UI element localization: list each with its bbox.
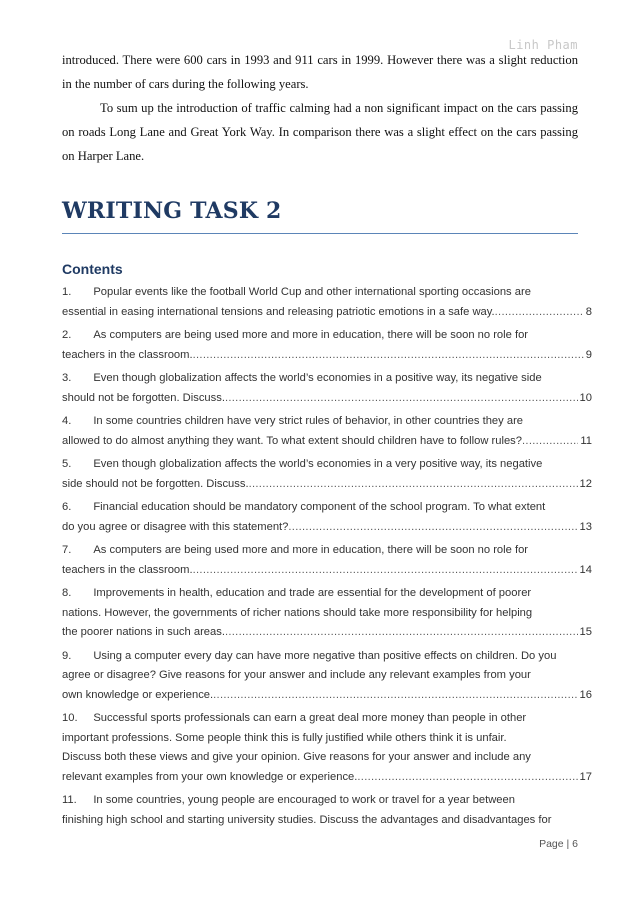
toc-entry-number: 11. xyxy=(62,794,77,806)
toc-entry-number: 5. xyxy=(62,458,72,470)
toc-entry-text: Even though globalization affects the world’s economies in a very positive way, its negative xyxy=(84,458,543,470)
toc-dot-leader xyxy=(213,686,577,706)
toc-dot-leader xyxy=(193,346,584,366)
toc-entry-text: As computers are being used more and more in education, there will be soon no role for xyxy=(84,544,529,556)
toc-entry[interactable] xyxy=(62,709,592,787)
toc-entry-text: nations. However, the governments of richer nations should take more responsibility for helping xyxy=(62,606,533,619)
toc-dot-leader xyxy=(522,432,578,452)
page-number: Page | 6 xyxy=(539,838,578,850)
toc-entry[interactable] xyxy=(62,369,592,408)
toc-entry-text: relevant examples from your own knowledge or experience. xyxy=(62,770,358,783)
toc-entry-text: As computers are being used more and more in education, there will be soon no role for xyxy=(84,329,529,341)
toc-entry-number: 6. xyxy=(62,501,72,513)
toc-entry-text: agree or disagree? Give reasons for your answer and include any relevant examples from your xyxy=(62,669,531,681)
section-divider xyxy=(62,233,578,234)
toc-entry-text: In some countries, young people are encouraged to work or travel for a year between xyxy=(84,794,515,806)
toc-entry-text: own knowledge or experience. xyxy=(62,688,214,701)
toc-page-number: 10 xyxy=(579,391,592,404)
toc-entry-number: 1. xyxy=(62,286,72,298)
toc-entry[interactable] xyxy=(62,455,592,494)
toc-entry-text: finishing high school and starting university studies. Discuss the advantages and disadvantages for xyxy=(62,813,552,826)
toc-dot-leader xyxy=(288,518,577,538)
toc-page-number: 8 xyxy=(585,305,592,318)
toc-entry-text: Successful sports professionals can earn a great deal more money than people in other xyxy=(84,712,527,724)
toc-entry-text: Improvements in health, education and trade are essential for the development of poorer xyxy=(84,587,532,599)
toc-entry-text: important professions. Some people think this is fully justified while others think it is unfair. xyxy=(62,731,507,744)
toc-entry-number: 7. xyxy=(62,544,72,556)
toc-entry-number: 9. xyxy=(62,649,72,662)
toc-entry[interactable] xyxy=(62,791,592,830)
table-of-contents xyxy=(62,283,592,834)
toc-page-number: 14 xyxy=(579,563,592,576)
toc-entry-text: Popular events like the football World Cup and other international sporting occasions are xyxy=(84,286,531,298)
toc-page-number: 9 xyxy=(585,348,592,361)
header-author: Linh Pham xyxy=(508,38,578,52)
toc-entry-number: 10. xyxy=(62,712,78,724)
toc-dot-leader xyxy=(495,303,584,323)
toc-entry-text: Even though globalization affects the world’s economies in a positive way, its negative side xyxy=(84,372,542,384)
toc-entry-number: 3. xyxy=(62,372,72,384)
toc-page-number: 12 xyxy=(579,477,592,490)
toc-entry-text: essential in easing international tensions and releasing patriotic emotions in a safe way. xyxy=(62,305,495,318)
toc-dot-leader xyxy=(193,561,578,581)
toc-entry[interactable] xyxy=(62,326,592,365)
intro-paragraph-2: To sum up the introduction of traffic calming had a non significant impact on the cars passing on roads Long Lane and Great York Way. In comparison there was a slight effect on the cars passing on Harper Lane. xyxy=(62,101,578,163)
toc-page-number: 15 xyxy=(579,626,592,638)
toc-dot-leader xyxy=(225,389,578,409)
intro-paragraph-1: introduced. There were 600 cars in 1993 and 911 cars in 1999. However there was a slight reduction in the number of cars during the following years. xyxy=(62,53,578,91)
toc-entry[interactable] xyxy=(62,647,592,706)
intro-text xyxy=(62,48,578,168)
toc-entry-text: teachers in the classroom. xyxy=(62,348,193,361)
toc-entry-number: 8. xyxy=(62,587,72,599)
toc-entry-text: allowed to do almost anything they want. To what extent should children have to follow rules? xyxy=(62,434,522,447)
toc-dot-leader xyxy=(357,768,577,788)
toc-entry-text: Using a computer every day can have more negative than positive effects on children. Do you xyxy=(84,649,557,662)
toc-entry[interactable] xyxy=(62,498,592,537)
toc-entry-text: In some countries children have very strict rules of behavior, in other countries they are xyxy=(84,415,524,427)
toc-entry-text: side should not be forgotten. Discuss. xyxy=(62,477,249,490)
toc-page-number: 13 xyxy=(579,520,592,533)
toc-page-number: 16 xyxy=(579,688,592,701)
toc-entry-text: should not be forgotten. Discuss. xyxy=(62,391,225,404)
toc-dot-leader xyxy=(225,623,578,643)
toc-entry-text: the poorer nations in such areas. xyxy=(62,626,225,638)
toc-entry-text: Discuss both these views and give your opinion. Give reasons for your answer and include any xyxy=(62,751,531,763)
toc-entry-text: Financial education should be mandatory component of the school program. To what extent xyxy=(84,501,546,513)
contents-heading: Contents xyxy=(62,261,123,277)
toc-page-number: 11 xyxy=(580,434,592,447)
toc-entry-number: 2. xyxy=(62,329,72,341)
toc-entry-text: do you agree or disagree with this statement? xyxy=(62,520,289,533)
toc-page-number: 17 xyxy=(579,770,592,783)
toc-entry-number: 4. xyxy=(62,415,72,427)
toc-dot-leader xyxy=(249,475,578,495)
toc-entry[interactable] xyxy=(62,584,592,643)
toc-entry[interactable] xyxy=(62,541,592,580)
toc-entry[interactable] xyxy=(62,283,592,322)
toc-entry[interactable] xyxy=(62,412,592,451)
section-title: WRITING TASK 2 xyxy=(62,198,282,224)
toc-entry-text: teachers in the classroom. xyxy=(62,563,193,576)
